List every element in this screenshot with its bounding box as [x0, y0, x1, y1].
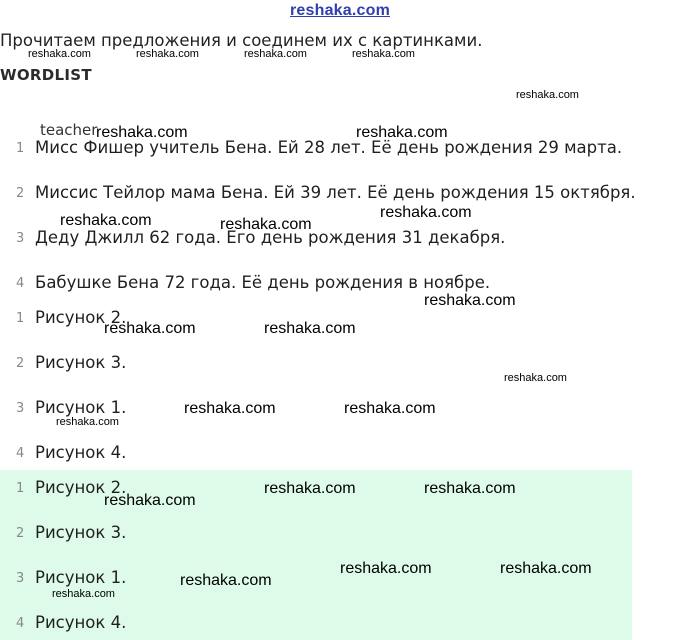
watermark: reshaka.com	[356, 124, 448, 141]
watermark: reshaka.com	[104, 320, 196, 337]
watermark: reshaka.com	[344, 400, 436, 417]
instruction-text: Прочитаем предложения и соединем их с картинками.	[0, 31, 483, 50]
item-number: 1	[16, 141, 25, 156]
site-title[interactable]: reshaka.com	[289, 2, 391, 19]
item-number: 2	[16, 526, 25, 541]
picture-answer: Рисунок 4.	[35, 613, 127, 632]
watermark: reshaka.com	[424, 480, 516, 497]
watermark: reshaka.com	[380, 204, 472, 221]
watermark: reshaka.com	[352, 48, 415, 60]
watermark: reshaka.com	[180, 572, 272, 589]
item-number: 4	[16, 616, 25, 631]
picture-answer: Рисунок 2.	[35, 308, 127, 327]
watermark: reshaka.com	[220, 216, 312, 233]
watermark: reshaka.com	[516, 89, 579, 101]
watermark: reshaka.com	[184, 400, 276, 417]
watermark: reshaka.com	[504, 372, 567, 384]
watermark: reshaka.com	[500, 560, 592, 577]
item-number: 4	[16, 276, 25, 291]
watermark: reshaka.com	[96, 124, 188, 141]
item-number: 3	[16, 571, 25, 586]
sentence-text: Мисс Фишер учитель Бена. Ей 28 лет. Её день рождения 29 марта.	[35, 138, 623, 157]
watermark: reshaka.com	[104, 492, 196, 509]
picture-answer: Рисунок 4.	[35, 443, 127, 462]
watermark: reshaka.com	[244, 48, 307, 60]
picture-answer: Рисунок 1.	[35, 568, 127, 587]
item-number: 1	[16, 481, 25, 496]
sentence-text: Миссис Тейлор мама Бена. Ей 39 лет. Её день рождения 15 октября.	[35, 183, 636, 202]
watermark: reshaka.com	[52, 588, 115, 600]
watermark: reshaka.com	[424, 292, 516, 309]
watermark: reshaka.com	[60, 212, 152, 229]
watermark: reshaka.com	[136, 48, 199, 60]
picture-answer: Рисунок 3.	[35, 353, 127, 372]
watermark: reshaka.com	[264, 480, 356, 497]
watermark: reshaka.com	[264, 320, 356, 337]
sentence-text: Деду Джилл 62 года. Его день рождения 31 декабря.	[35, 228, 506, 247]
item-number: 4	[16, 446, 25, 461]
watermark: reshaka.com	[56, 416, 119, 428]
watermark: reshaka.com	[28, 48, 91, 60]
item-number: 2	[16, 186, 25, 201]
item-number: 3	[16, 231, 25, 246]
item-number: 1	[16, 311, 25, 326]
item-number: 3	[16, 401, 25, 416]
partial-word: teacher	[40, 121, 98, 139]
watermark: reshaka.com	[340, 560, 432, 577]
picture-answer: Рисунок 2.	[35, 478, 127, 497]
sentence-text: Бабушке Бена 72 года. Её день рождения в ноябре.	[35, 273, 491, 292]
picture-answer: Рисунок 3.	[35, 523, 127, 542]
picture-answer: Рисунок 1.	[35, 398, 127, 417]
item-number: 2	[16, 356, 25, 371]
wordlist-heading: WORDLIST	[0, 66, 92, 84]
